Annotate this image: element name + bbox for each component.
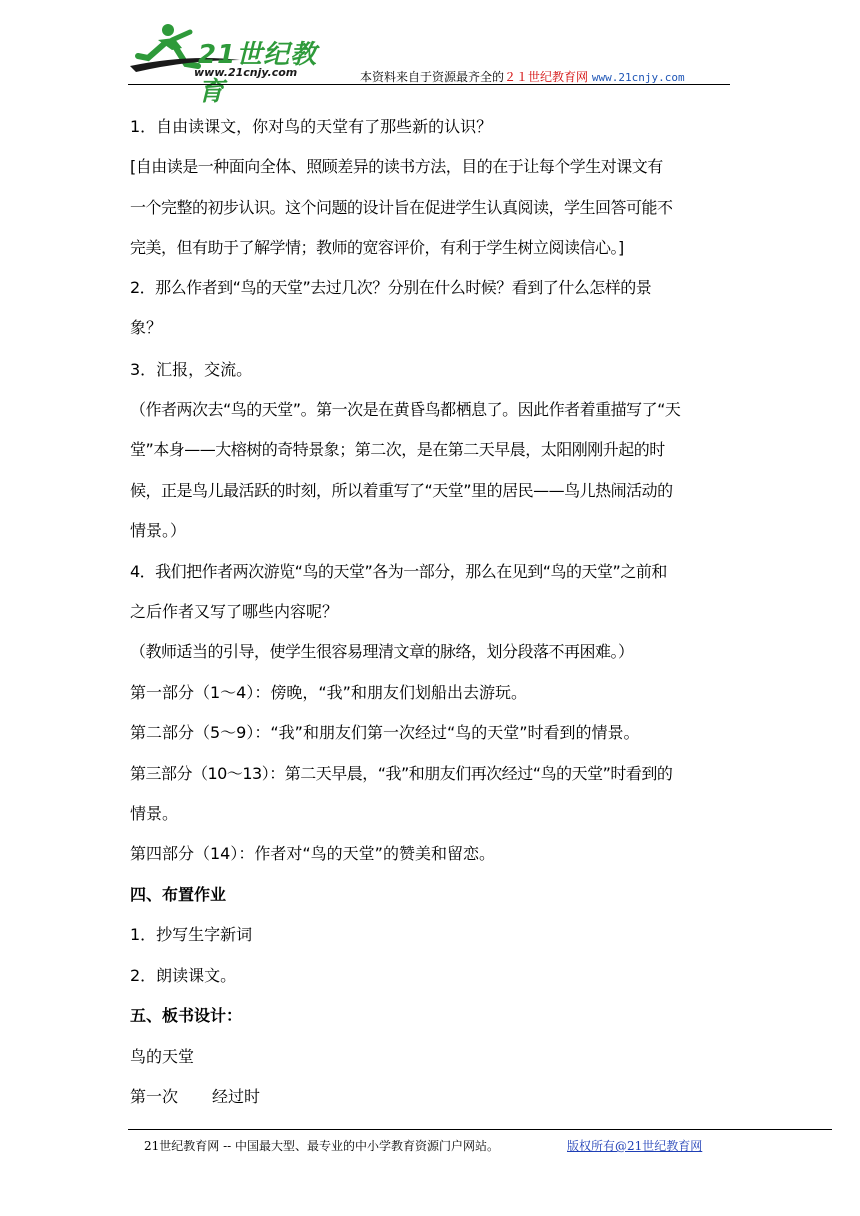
board-title: 鸟的天堂	[130, 1047, 195, 1066]
page-header	[128, 14, 730, 107]
page-footer	[144, 1137, 703, 1154]
header-source-site[interactable]: ２１世纪教育网	[504, 70, 589, 84]
header-source-url[interactable]: www.21cnjy.com	[591, 71, 685, 84]
board-row-1-value: 经过时	[212, 1087, 261, 1106]
section-part-3-line-1: 第三部分（10～13）：第二天早晨，“我”和朋友们再次经过“鸟的天堂”时看到的	[130, 764, 673, 783]
logo-title: 21世纪教育	[198, 40, 318, 107]
note-3-line-4: 情景。）	[130, 521, 187, 540]
question-3: 3．汇报，交流。	[130, 360, 253, 379]
footer-copyright-link[interactable]: 版权所有@21世纪教育网	[567, 1139, 703, 1153]
note-3-line-1: （作者两次去“鸟的天堂”。第一次是在黄昏鸟都栖息了。因此作者着重描写了“天	[130, 400, 681, 419]
note-1-line-2: 一个完整的初步认识。这个问题的设计旨在促进学生认真阅读，学生回答可能不	[130, 198, 673, 217]
question-4-line-2: 之后作者又写了哪些内容呢？	[130, 602, 339, 621]
header-divider	[128, 84, 730, 85]
homework-1: 1．抄写生字新词	[130, 925, 253, 944]
question-1: 1．自由读课文，你对鸟的天堂有了那些新的认识？	[130, 117, 493, 136]
question-2-line-2: 象？	[130, 318, 163, 337]
note-1-line-3: 完美，但有助于了解学情；教师的宽容评价，有利于学生树立阅读信心。]	[130, 238, 624, 257]
question-4-line-1: 4．我们把作者两次游览“鸟的天堂”各为一部分，那么在见到“鸟的天堂”之前和	[130, 562, 667, 581]
header-source-prefix: 本资料来自于资源最齐全的	[360, 70, 505, 84]
question-2-line-1: 2．那么作者到“鸟的天堂”去过几次？分别在什么时候？看到了什么怎样的景	[130, 278, 652, 297]
note-4: （教师适当的引导，使学生很容易理清文章的脉络，划分段落不再困难。）	[130, 642, 634, 661]
footer-divider	[128, 1129, 832, 1130]
footer-text: 21世纪教育网 -- 中国最大型、最专业的中小学教育资源门户网站。	[144, 1139, 500, 1153]
note-3-line-3: 候，正是鸟儿最活跃的时刻，所以着重写了“天堂”里的居民——鸟儿热闹活动的	[130, 481, 673, 500]
section-part-4: 第四部分（14）：作者对“鸟的天堂”的赞美和留恋。	[130, 844, 495, 863]
section-part-2: 第二部分（5～9）：“我”和朋友们第一次经过“鸟的天堂”时看到的情景。	[130, 723, 640, 742]
section-part-3-line-2: 情景。	[130, 804, 179, 823]
header-source-note	[360, 68, 685, 85]
logo-url: www.21cnjy.com	[194, 66, 298, 79]
heading-board-design: 五、板书设计：	[130, 1006, 243, 1025]
section-part-1: 第一部分（1～4）：傍晚，“我”和朋友们划船出去游玩。	[130, 683, 527, 702]
note-1-line-1: [自由读是一种面向全体、照顾差异的读书方法，目的在于让每个学生对课文有	[130, 157, 663, 176]
heading-homework: 四、布置作业	[130, 885, 227, 904]
board-row-1-label: 第一次	[130, 1087, 179, 1106]
note-3-line-2: 堂”本身——大榕树的奇特景象；第二次，是在第二天早晨，太阳刚刚升起的时	[130, 440, 665, 459]
site-logo[interactable]	[128, 14, 343, 107]
homework-2: 2．朗读课文。	[130, 966, 237, 985]
